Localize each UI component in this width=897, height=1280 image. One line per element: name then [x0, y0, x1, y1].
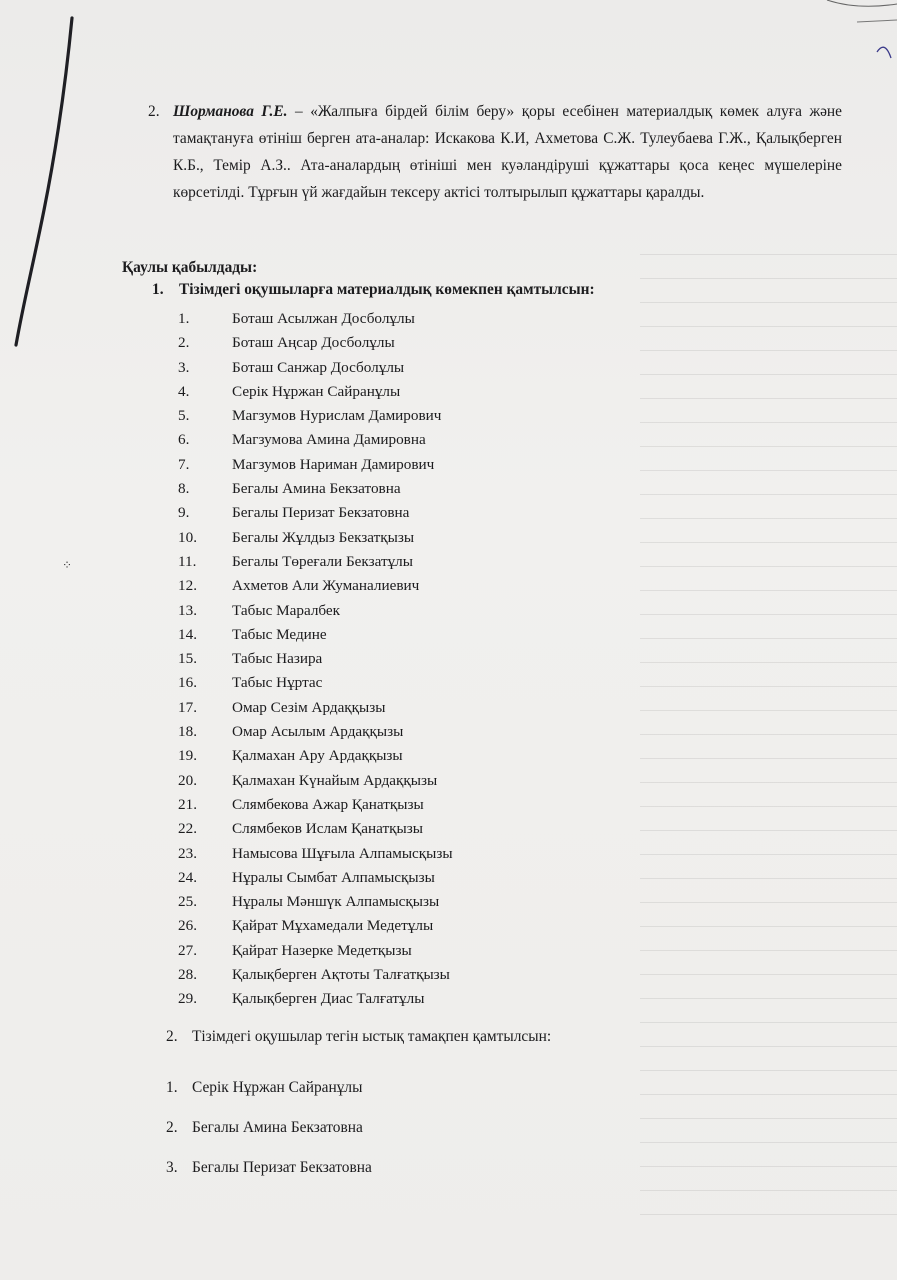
list-item — [178, 428, 638, 452]
student-name: Қайрат Мұхамедали Медетұлы — [232, 917, 434, 935]
decision-text: Тізімдегі оқушыларға материалдық көмекпен қамтылсын: — [179, 281, 595, 298]
student-name: Қалықберген Диас Талғатұлы — [232, 990, 425, 1008]
list-item-number: 29. — [178, 990, 197, 1008]
student-name: Серік Нұржан Сайранұлы — [232, 382, 401, 400]
list-item-number: 13. — [178, 601, 197, 619]
list-item — [178, 501, 638, 525]
list-item — [178, 866, 638, 890]
list-item — [178, 696, 638, 720]
ink-specks: ⁘ — [62, 558, 73, 572]
list-item — [178, 331, 638, 355]
list-item — [178, 720, 638, 744]
list-item — [178, 623, 638, 647]
list-item — [178, 647, 638, 671]
decision-number: 1. — [152, 281, 164, 298]
list-item — [178, 817, 638, 841]
list-item — [178, 526, 638, 550]
student-name: Қалмахан Күнайым Ардаққызы — [232, 771, 438, 789]
pen-mark — [0, 0, 120, 360]
list-item — [178, 914, 638, 938]
student-name: Қалықберген Ақтоты Талғатқызы — [232, 966, 450, 984]
list-item — [178, 404, 638, 428]
student-name: Табыс Нұртас — [232, 674, 323, 692]
list-item — [178, 380, 638, 404]
student-name: Бегалы Амина Бекзатовна — [192, 1119, 363, 1136]
list-item-number: 3. — [166, 1159, 178, 1176]
list-item-number: 16. — [178, 674, 197, 692]
list-item-number: 8. — [178, 480, 190, 498]
list-item — [178, 477, 638, 501]
student-name: Нұралы Мәншүк Алпамысқызы — [232, 893, 440, 911]
student-name: Боташ Санжар Досболұлы — [232, 358, 405, 376]
list-item-number: 26. — [178, 917, 197, 935]
list-item — [166, 1077, 372, 1117]
list-item-number: 4. — [178, 382, 190, 400]
list-item-number: 19. — [178, 747, 197, 765]
student-name: Боташ Асылжан Досболұлы — [232, 310, 415, 327]
decision-text: Тізімдегі оқушылар тегін ыстық тамақпен қамтылсын: — [192, 1028, 552, 1045]
list-item-number: 9. — [178, 504, 190, 522]
student-name: Бегалы Жұлдыз Бекзатқызы — [232, 528, 415, 546]
student-name: Табыс Маралбек — [232, 601, 341, 619]
list-item-number: 24. — [178, 868, 197, 886]
list-item — [178, 453, 638, 477]
list-item-number: 14. — [178, 625, 197, 643]
decision-1-title — [152, 281, 595, 299]
list-item-number: 27. — [178, 941, 197, 959]
decision-number: 2. — [166, 1028, 178, 1045]
student-name: Слямбекова Ажар Қанатқызы — [232, 795, 424, 813]
student-name: Табыс Назира — [232, 650, 323, 668]
list-item-number: 2. — [166, 1119, 178, 1136]
student-name: Бегалы Перизат Бекзатовна — [232, 504, 410, 522]
student-name: Табыс Медине — [232, 625, 327, 643]
corner-stamp — [787, 0, 897, 80]
list-item — [178, 842, 638, 866]
paragraph-text: – «Жалпыға бірдей білім беру» қоры есебінен материалдық көмек алуға және тамақтануға өтініш берген ата-аналар: Искакова К.И, Ахметова С.Ж. Тулеубаева Г.Ж., Қалықберген К.Б., Темір А.З.. Ата-аналардың өтініші мен куәландіруші құжаттары қоса кеңес мүшелеріне көрсетілді. Тұрғын үй жағдайын тексеру актісі толтырылып құжаттары қаралды. — [173, 103, 842, 201]
list-item — [178, 987, 638, 1011]
list-item-number: 15. — [178, 650, 197, 668]
list-item — [178, 671, 638, 695]
material-aid-student-list — [178, 307, 638, 1012]
list-item — [178, 793, 638, 817]
student-name: Серік Нұржан Сайранұлы — [192, 1079, 363, 1096]
list-item-number: 28. — [178, 966, 197, 984]
student-name: Намысова Шұғыла Алпамысқызы — [232, 844, 453, 862]
list-item-number: 10. — [178, 528, 197, 546]
student-name: Магзумова Амина Дамировна — [232, 431, 426, 449]
list-item-number: 1. — [178, 310, 190, 327]
list-item-number: 6. — [178, 431, 190, 449]
student-name: Бегалы Төреғали Бекзатұлы — [232, 552, 413, 570]
list-item — [178, 890, 638, 914]
bleed-through-text — [640, 240, 897, 1220]
student-name: Магзумов Нариман Дамирович — [232, 455, 435, 473]
student-name: Қалмахан Ару Ардаққызы — [232, 747, 403, 765]
list-item-number: 7. — [178, 455, 190, 473]
list-item — [178, 744, 638, 768]
list-item-number: 3. — [178, 358, 190, 376]
list-item — [166, 1117, 372, 1157]
student-name: Бегалы Перизат Бекзатовна — [192, 1159, 372, 1176]
decision-heading: Қаулы қабылдады: — [122, 259, 258, 276]
list-item — [178, 599, 638, 623]
list-item — [178, 939, 638, 963]
list-item-number: 25. — [178, 893, 197, 911]
free-meal-student-list — [166, 1077, 372, 1197]
list-item — [166, 1157, 372, 1197]
student-name: Қайрат Назерке Медетқызы — [232, 941, 412, 959]
list-item-number: 22. — [178, 820, 197, 838]
list-item-number: 2. — [178, 334, 190, 352]
student-name: Ахметов Али Жуманалиевич — [232, 577, 420, 595]
agenda-item-2 — [148, 98, 842, 206]
agenda-item-paragraph — [173, 98, 842, 206]
student-name: Бегалы Амина Бекзатовна — [232, 480, 401, 498]
student-name: Омар Асылым Ардаққызы — [232, 723, 404, 741]
agenda-item-number: 2. — [148, 103, 160, 120]
list-item — [178, 550, 638, 574]
list-item-number: 1. — [166, 1079, 178, 1096]
list-item-number: 11. — [178, 552, 197, 570]
list-item-number: 5. — [178, 407, 190, 425]
list-item — [178, 574, 638, 598]
list-item-number: 17. — [178, 698, 197, 716]
list-item-number: 20. — [178, 771, 197, 789]
student-name: Нұралы Сымбат Алпамысқызы — [232, 868, 435, 886]
student-name: Слямбеков Ислам Қанатқызы — [232, 820, 423, 838]
decision-2-title — [166, 1028, 551, 1046]
student-name: Боташ Аңсар Досболұлы — [232, 334, 395, 352]
speaker-name: Шорманова Г.Е. — [173, 103, 288, 120]
list-item — [178, 307, 638, 331]
list-item-number: 18. — [178, 723, 197, 741]
student-name: Магзумов Нурислам Дамирович — [232, 407, 442, 425]
list-item — [178, 356, 638, 380]
list-item-number: 12. — [178, 577, 197, 595]
list-item — [178, 769, 638, 793]
student-name: Омар Сезім Ардаққызы — [232, 698, 386, 716]
list-item-number: 23. — [178, 844, 197, 862]
list-item — [178, 963, 638, 987]
list-item-number: 21. — [178, 795, 197, 813]
